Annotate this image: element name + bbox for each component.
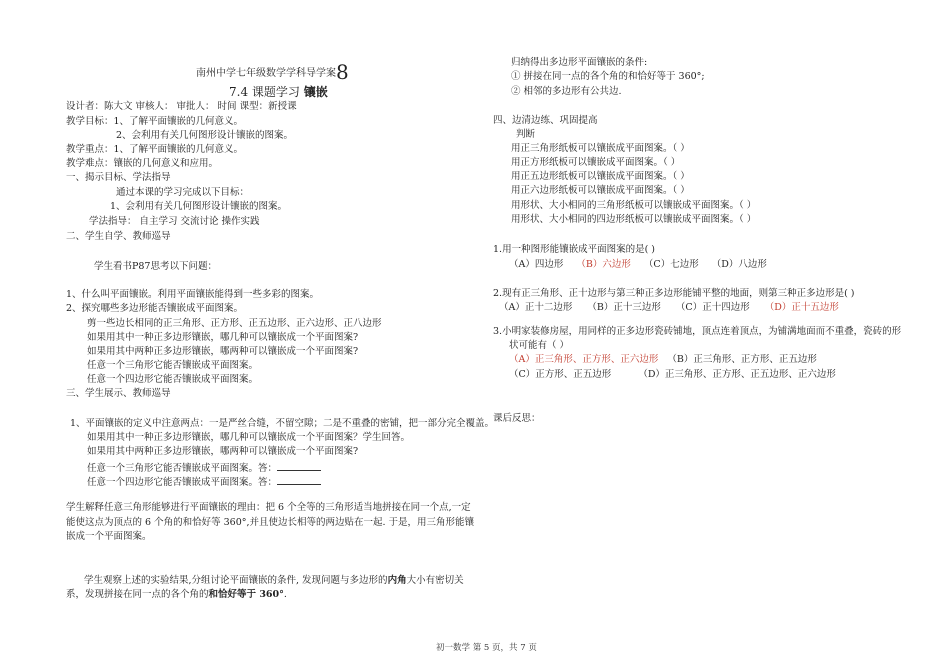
option-d[interactable]: （D）正三角形、正方形、正五边形、正六边形	[638, 369, 836, 380]
school-title	[196, 60, 349, 84]
mc-2-question: 2.现有正三角形、正十边形与第三种正多边形能铺平整的地面，则第三种正多边形是( )	[493, 288, 855, 299]
option-b-answer[interactable]: （B）六边形	[576, 259, 631, 270]
mc-3-options-row-1	[509, 354, 817, 366]
show-item-3	[87, 460, 321, 475]
summary-condition-1: ① 拼接在同一点的各个角的和恰好等于 360°;	[511, 71, 705, 82]
observation-text: 学生观察上述的实验结果,分组讨论平面镶嵌的条件, 发现问题与多边形的	[84, 575, 388, 586]
option-b[interactable]: （B）正十三边形	[587, 302, 661, 313]
teaching-goal-1: 教学目标：1、了解平面镶嵌的几何意义。	[66, 116, 244, 127]
judge-item-6: 用形状、大小相同的四边形纸板可以镶嵌成平面图案。（ ）	[511, 214, 757, 225]
show-item-3-text: 任意一个三角形它能否镶嵌成平面图案。答：	[87, 463, 278, 474]
observation-line-2	[66, 589, 287, 601]
lesson-title	[229, 86, 328, 98]
observation-text: 系，发现拼接在同一点的各个角的	[66, 589, 209, 600]
section-4-heading: 四、边清边练、巩固提高	[493, 115, 598, 126]
reflection-label: 课后反思：	[493, 413, 541, 424]
observation-line-1	[84, 575, 464, 587]
definition-note: 1、平面镶嵌的定义中注意两点：一是严丝合缝，不留空隙；二是不重叠的密铺，把一部分完全覆盖。	[70, 418, 495, 429]
observation-text: 大小有密切关	[406, 575, 464, 586]
question-2-a: 剪一些边长相同的正三角形、正方形、正五边形、正六边形、正八边形	[87, 318, 382, 329]
option-a[interactable]: （A）正十二边形	[499, 302, 573, 313]
question-2-e: 任意一个四边形它能否镶嵌成平面图案。	[87, 374, 259, 385]
mc-2-options	[499, 302, 839, 314]
judge-heading: 判断	[516, 129, 536, 140]
option-a-answer[interactable]: （A）正三角形、正方形、正六边形	[509, 354, 659, 365]
section-3-heading: 三、学生展示、教师巡导	[66, 388, 171, 399]
mc-3-question-line-2: 状可能有（ ）	[509, 340, 570, 351]
judge-item-4: 用正六边形纸板可以镶嵌成平面图案。（ ）	[511, 185, 690, 196]
teaching-focus: 教学重点：1、了解平面镶嵌的几何意义。	[66, 144, 244, 155]
mc-3-question-line-1: 3.小明家装修房屋，用同样的正多边形瓷砖铺地，顶点连着顶点，为铺满地面而不重叠，瓷砖的形	[493, 326, 902, 337]
observation-bold: 和恰好等于 360°	[208, 589, 284, 600]
option-d[interactable]: （D）八边形	[711, 259, 767, 270]
question-1: 1、什么叫平面镶嵌。利用平面镶嵌能得到一些多彩的图案。	[66, 289, 320, 300]
question-2-d: 任意一个三角形它能否镶嵌成平面图案。	[87, 360, 259, 371]
explanation-line-2: 能使这点为顶点的 6 个角的和恰好等 360°,并且使边长相等的两边贴在一起. 于是，用三角形能镶	[66, 517, 475, 528]
summary-condition-2: ② 相邻的多边形有公共边.	[511, 86, 622, 97]
mc-1-question: 1.用一种图形能镶嵌成平面图案的是( )	[493, 244, 655, 255]
option-c[interactable]: （C）正方形、正五边形	[509, 369, 612, 380]
section-2-heading: 二、学生自学、教师巡导	[66, 231, 171, 242]
school-title-text: 南州中学七年级数学学科导学案	[196, 68, 336, 79]
question-2-b: 如果用其中一种正多边形镶嵌，哪几种可以镶嵌成一个平面图案?	[87, 332, 359, 343]
show-item-4	[87, 474, 321, 489]
option-d-answer[interactable]: （D）正十五边形	[764, 302, 839, 313]
show-item-1: 如果用其中一种正多边形镶嵌，哪几种可以镶嵌成一个平面图案？学生回答。	[87, 432, 411, 443]
explanation-line-1: 学生解释任意三角形能够进行平面镶嵌的理由：把 6 个全等的三角形适当地拼接在同一个点,一定	[66, 502, 471, 513]
mc-1-options	[509, 259, 767, 271]
study-method: 学法指导： 自主学习 交流讨论 操作实践	[89, 216, 260, 227]
observation-text: .	[283, 589, 287, 600]
summary-title: 归纳得出多边形平面镶嵌的条件:	[511, 57, 648, 68]
teaching-goal-2: 2、会利用有关几何图形设计镶嵌的图案。	[116, 130, 294, 141]
show-item-4-text: 任意一个四边形它能否镶嵌成平面图案。答：	[87, 477, 278, 488]
option-c[interactable]: （C）正十四边形	[675, 302, 750, 313]
answer-blank[interactable]	[277, 460, 321, 471]
question-2-c: 如果用其中两种正多边形镶嵌，哪两种可以镶嵌成一个平面图案?	[87, 346, 359, 357]
section-1-heading: 一、揭示目标、学法指导	[66, 172, 171, 183]
section-1-intro: 通过本课的学习完成以下目标：	[116, 187, 250, 198]
teaching-difficulty: 教学难点：镶嵌的几何意义和应用。	[66, 158, 219, 169]
option-b[interactable]: （B）正三角形、正方形、正五边形	[667, 354, 817, 365]
judge-item-3: 用正五边形纸板可以镶嵌成平面图案。（ ）	[511, 171, 690, 182]
title-number: 8	[336, 60, 349, 84]
page-footer: 初一数学 第 5 页，共 7 页	[436, 643, 537, 653]
section-1-goal: 1、会利用有关几何图形设计镶嵌的图案。	[110, 201, 288, 212]
explanation-line-3: 嵌成一个平面图案。	[66, 531, 152, 542]
designer-line: 设计者：陈大文 审核人： 审批人： 时间 课型：新授课	[66, 101, 297, 112]
show-item-2: 如果用其中两种正多边形镶嵌，哪两种可以镶嵌成一个平面图案?	[87, 446, 359, 457]
question-2: 2、探究哪些多边形能否镶嵌成平面图案。	[66, 303, 244, 314]
option-a[interactable]: （A）四边形	[509, 259, 564, 270]
judge-item-2: 用正方形纸板可以镶嵌成平面图案。（ ）	[511, 157, 681, 168]
option-c[interactable]: （C）七边形	[643, 259, 699, 270]
reading-prompt: 学生看书P87思考以下问题：	[94, 261, 217, 272]
answer-blank[interactable]	[277, 474, 321, 485]
observation-bold: 内角	[387, 575, 407, 586]
judge-item-1: 用正三角形纸板可以镶嵌成平面图案。（ ）	[511, 143, 690, 154]
lesson-title-text: 7.4 课题学习	[229, 85, 300, 99]
mc-3-options-row-2	[509, 369, 836, 381]
judge-item-5: 用形状、大小相同的三角形纸板可以镶嵌成平面图案。（ ）	[511, 200, 757, 211]
lesson-title-bold: 镶嵌	[303, 85, 328, 99]
